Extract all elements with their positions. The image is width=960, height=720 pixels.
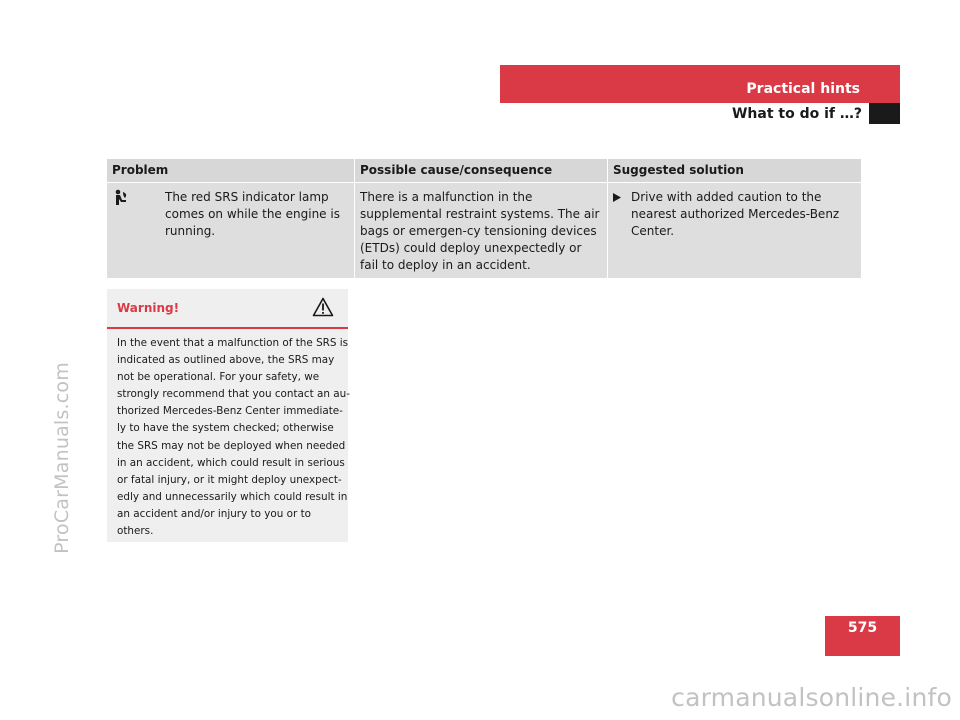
srs-airbag-icon — [113, 187, 165, 274]
side-watermark: ProCarManuals.com — [51, 362, 73, 554]
warning-header — [107, 289, 348, 329]
section-title: Practical hints — [746, 81, 860, 97]
solution-text: Drive with added caution to the nearest authorized Mercedes-Benz Center. — [631, 190, 840, 238]
column-header-problem: Problem — [112, 163, 169, 177]
problem-text: The red SRS indicator lamp comes on while the engine is running. — [165, 190, 340, 238]
warning-line: or fatal injury, or it might deploy unexpect- — [117, 473, 342, 486]
warning-line: in an accident, which could result in serious — [117, 456, 345, 469]
table-row — [107, 183, 861, 278]
section-subtitle: What to do if …? — [731, 106, 862, 122]
page-number-box — [825, 616, 900, 656]
warning-line: edly and unnecessarily which could result in — [117, 490, 348, 503]
warning-text — [107, 329, 348, 540]
triangle-bullet-icon — [613, 189, 631, 274]
warning-line: others. — [117, 525, 154, 538]
warning-line: an accident and/or injury to you or to — [117, 507, 312, 520]
warning-line: thorized Mercedes-Benz Center immediate- — [117, 405, 343, 418]
warning-line: In the event that a malfunction of the SRS is — [117, 337, 349, 349]
column-header-cause: Possible cause/consequence — [354, 159, 607, 182]
header-band — [500, 65, 900, 103]
problem-cell — [107, 183, 354, 278]
cause-cell: There is a malfunction in the supplemental restraint systems. The air bags or emergen-cy tensioning devices (ETDs) could deploy unexpectedly or fail to deploy in an accident. — [354, 183, 607, 278]
warning-line: indicated as outlined above, the SRS may — [117, 354, 335, 367]
bottom-watermark: carmanualsonline.info — [671, 683, 952, 712]
warning-box — [107, 289, 348, 542]
warning-triangle-icon — [312, 297, 334, 321]
table-header-row — [107, 159, 861, 183]
header-tab-marker — [869, 103, 900, 124]
warning-line: not be operational. For your safety, we — [117, 371, 320, 384]
page-number: 575 — [847, 620, 878, 636]
warning-line: ly to have the system checked; otherwise — [117, 422, 334, 435]
solution-cell — [607, 183, 861, 278]
warning-title: Warning! — [117, 301, 180, 315]
warning-line: the SRS may not be deployed when needed — [117, 439, 346, 452]
troubleshooting-table — [107, 159, 861, 278]
warning-line: strongly recommend that you contact an au- — [117, 388, 350, 401]
column-header-solution: Suggested solution — [607, 159, 861, 182]
